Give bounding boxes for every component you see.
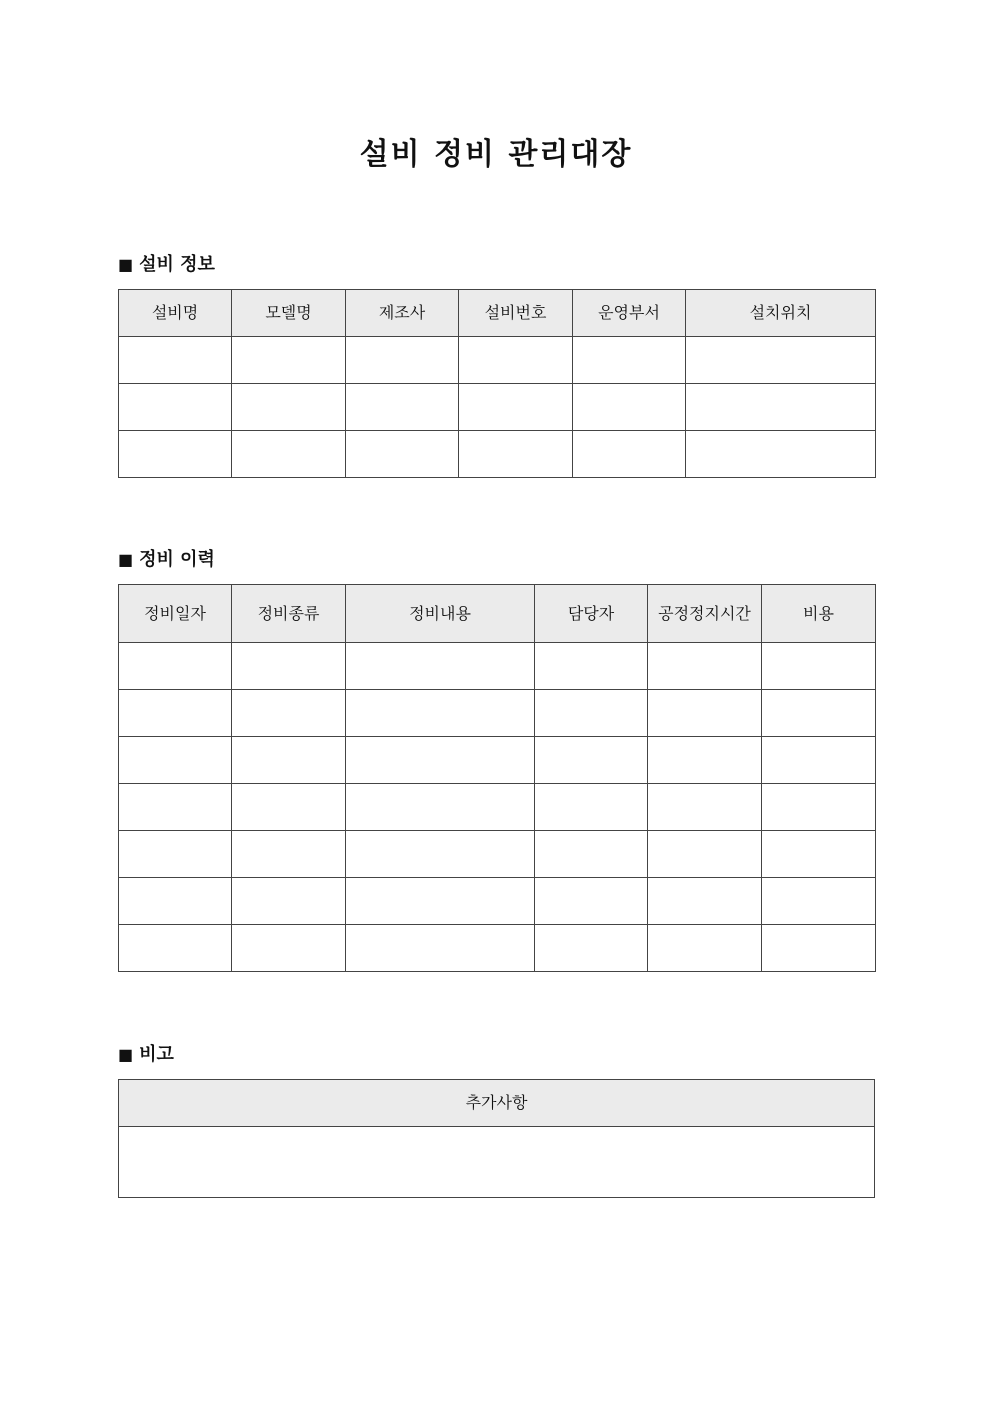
column-header-equipment-number: 설비번호	[459, 290, 573, 337]
column-header-cost: 비용	[762, 585, 876, 643]
table-cell[interactable]	[232, 384, 346, 431]
table-cell[interactable]	[535, 737, 648, 784]
remarks-table	[118, 1079, 875, 1198]
column-header-maintenance-date: 정비일자	[119, 585, 232, 643]
table-cell[interactable]	[686, 431, 876, 478]
table-cell[interactable]	[232, 643, 346, 690]
table-header-row	[119, 585, 876, 643]
table-row	[119, 1127, 875, 1198]
table-cell[interactable]	[119, 925, 232, 972]
table-cell[interactable]	[346, 831, 535, 878]
table-row	[119, 431, 876, 478]
table-cell[interactable]	[762, 925, 876, 972]
table-cell[interactable]	[232, 784, 346, 831]
table-cell[interactable]	[119, 384, 232, 431]
table-cell[interactable]	[535, 643, 648, 690]
table-row	[119, 690, 876, 737]
table-cell[interactable]	[346, 737, 535, 784]
table-cell[interactable]	[573, 384, 686, 431]
table-header-row	[119, 1080, 875, 1127]
column-header-person-in-charge: 담당자	[535, 585, 648, 643]
remarks-section-heading	[118, 1042, 174, 1068]
maintenance-section-heading	[118, 547, 215, 573]
table-cell[interactable]	[535, 878, 648, 925]
table-cell[interactable]	[762, 643, 876, 690]
table-cell[interactable]	[648, 690, 762, 737]
table-cell[interactable]	[535, 831, 648, 878]
table-cell[interactable]	[535, 925, 648, 972]
table-row	[119, 643, 876, 690]
table-cell[interactable]	[762, 831, 876, 878]
column-header-downtime: 공정정지시간	[648, 585, 762, 643]
table-cell[interactable]	[573, 337, 686, 384]
table-cell[interactable]	[686, 337, 876, 384]
table-cell[interactable]	[535, 690, 648, 737]
column-header-maintenance-type: 정비종류	[232, 585, 346, 643]
maintenance-section-title: 정비 이력	[139, 549, 215, 570]
table-cell[interactable]	[535, 784, 648, 831]
square-bullet-icon: ■	[118, 550, 134, 569]
table-row	[119, 784, 876, 831]
table-cell[interactable]	[648, 878, 762, 925]
table-cell[interactable]	[119, 831, 232, 878]
table-cell[interactable]	[346, 878, 535, 925]
column-header-maintenance-details: 정비내용	[346, 585, 535, 643]
table-cell[interactable]	[648, 784, 762, 831]
table-cell[interactable]	[648, 831, 762, 878]
table-cell[interactable]	[119, 878, 232, 925]
table-row	[119, 737, 876, 784]
table-row	[119, 878, 876, 925]
table-cell[interactable]	[648, 925, 762, 972]
table-cell[interactable]	[119, 643, 232, 690]
table-cell[interactable]	[232, 431, 346, 478]
table-cell[interactable]	[346, 643, 535, 690]
table-header-row	[119, 290, 876, 337]
column-header-additional-notes: 추가사항	[119, 1080, 875, 1127]
table-cell[interactable]	[762, 737, 876, 784]
table-cell[interactable]	[762, 690, 876, 737]
remarks-section-title: 비고	[139, 1044, 174, 1065]
table-row	[119, 831, 876, 878]
table-cell[interactable]	[686, 384, 876, 431]
table-cell[interactable]	[762, 878, 876, 925]
table-row	[119, 925, 876, 972]
table-cell[interactable]	[232, 337, 346, 384]
table-cell[interactable]	[648, 643, 762, 690]
table-cell[interactable]	[762, 784, 876, 831]
table-cell[interactable]	[232, 737, 346, 784]
square-bullet-icon: ■	[118, 1045, 134, 1064]
table-cell[interactable]	[346, 925, 535, 972]
column-header-model-name: 모델명	[232, 290, 346, 337]
column-header-equipment-name: 설비명	[119, 290, 232, 337]
table-cell[interactable]	[573, 431, 686, 478]
table-cell[interactable]	[459, 384, 573, 431]
table-cell[interactable]	[119, 337, 232, 384]
table-cell[interactable]	[119, 737, 232, 784]
table-cell[interactable]	[346, 431, 459, 478]
equipment-info-table	[118, 289, 876, 478]
square-bullet-icon: ■	[118, 255, 134, 274]
column-header-manufacturer: 제조사	[346, 290, 459, 337]
column-header-operating-department: 운영부서	[573, 290, 686, 337]
table-cell[interactable]	[232, 831, 346, 878]
table-row	[119, 337, 876, 384]
table-cell[interactable]	[232, 925, 346, 972]
table-cell[interactable]	[346, 384, 459, 431]
table-cell[interactable]	[459, 431, 573, 478]
equipment-section-title: 설비 정보	[139, 254, 215, 275]
table-cell[interactable]	[119, 690, 232, 737]
equipment-section-heading	[118, 252, 215, 278]
table-row	[119, 384, 876, 431]
table-cell[interactable]	[232, 878, 346, 925]
table-cell[interactable]	[459, 337, 573, 384]
table-cell[interactable]	[648, 737, 762, 784]
table-cell[interactable]	[119, 784, 232, 831]
table-cell[interactable]	[232, 690, 346, 737]
table-cell[interactable]	[346, 784, 535, 831]
document-title: 설비 정비 관리대장	[359, 137, 633, 172]
additional-notes-cell[interactable]	[119, 1127, 875, 1198]
table-cell[interactable]	[119, 431, 232, 478]
maintenance-history-table	[118, 584, 876, 972]
table-cell[interactable]	[346, 337, 459, 384]
column-header-installation-location: 설치위치	[686, 290, 876, 337]
table-cell[interactable]	[346, 690, 535, 737]
